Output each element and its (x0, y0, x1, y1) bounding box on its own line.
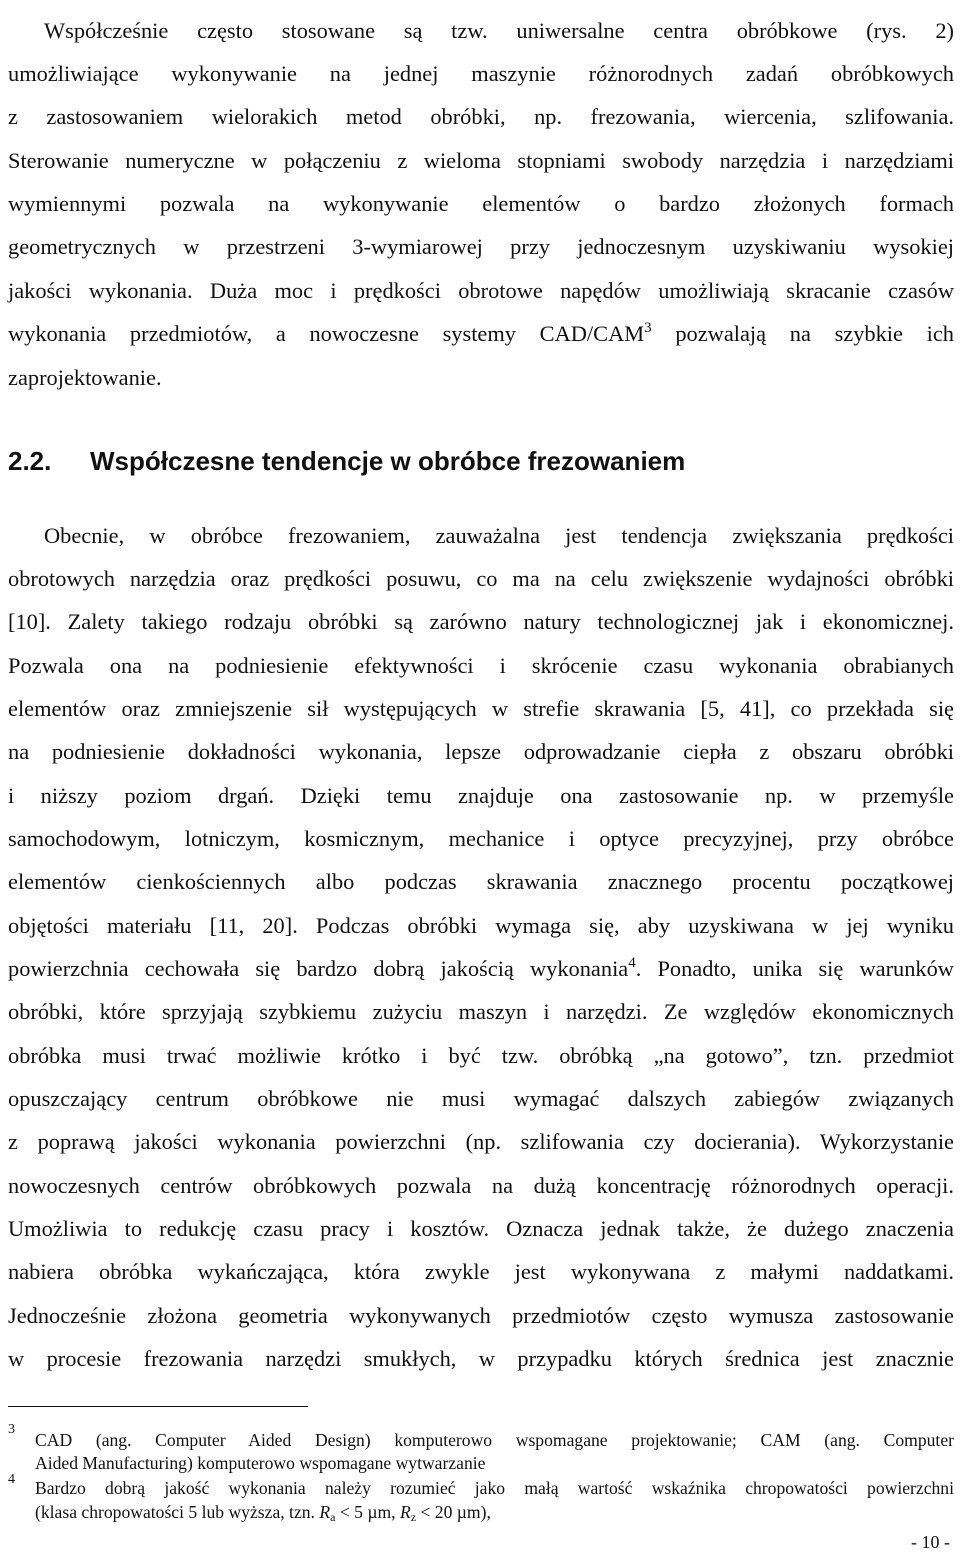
text-line: Jednocześnie złożona geometria wykonywanych przedmiotów często wymusza zastosowanie (8, 1303, 954, 1328)
text-line: opuszczający centrum obróbkowe nie musi wymagać dalszych zabiegów związanych (8, 1086, 954, 1111)
text-line: Współcześnie często stosowane są tzw. uniwersalne centra obróbkowe (rys. 2) (44, 18, 954, 43)
text-span: . Ponadto, unika się warunków (635, 956, 954, 981)
footnote-divider (8, 1406, 308, 1407)
text-line: Pozwala ona na podniesienie efektywności i skrócenie czasu wykonania obrabianych (8, 653, 954, 678)
text-line: na podniesienie dokładności wykonania, lepsze odprowadzanie ciepła z obszaru obróbki (8, 739, 954, 764)
text-line: nowoczesnych centrów obróbkowych pozwala na dużą koncentrację różnorodnych operacji. (8, 1173, 954, 1198)
text-span: wykonania przedmiotów, a nowoczesne systemy CAD/CAM (8, 321, 645, 346)
section-heading (8, 443, 685, 479)
ra-subscript: a (330, 1510, 336, 1524)
text-line: objętości materiału [11, 20]. Podczas obróbki wymaga się, aby uzyskiwana w jej wyniku (8, 913, 954, 938)
text-span: pozwalają na szybkie ich (651, 321, 954, 346)
text-line: elementów oraz zmniejszenie sił występujących w strefie skrawania [5, 41], co przekłada się (8, 696, 954, 721)
text-line: w procesie frezowania narzędzi smukłych, w przypadku których średnica jest znacznie (8, 1346, 954, 1371)
text-span: < 20 µm), (416, 1502, 491, 1522)
text-line: obróbka musi trwać możliwie krótko i być tzw. obróbką „na gotowo”, tzn. przedmiot (8, 1043, 954, 1068)
text-span: (klasa chropowatości 5 lub wyższa, tzn. (35, 1502, 320, 1522)
text-line: i niższy poziom drgań. Dzięki temu znajduje ona zastosowanie np. w przemyśle (8, 783, 954, 808)
text-line: elementów cienkościennych albo podczas skrawania znacznego procentu początkowej (8, 869, 954, 894)
text-line (8, 953, 954, 985)
text-line: wymiennymi pozwala na wykonywanie elementów o bardzo złożonych formach (8, 191, 954, 216)
text-line: z zastosowaniem wielorakich metod obróbki, np. frezowania, wiercenia, szlifowania. (8, 104, 954, 129)
text-line: zaprojektowanie. (8, 365, 162, 390)
text-line: obróbki, które sprzyjają szybkiemu zużyciu maszyn i narzędzi. Ze względów ekonomicznych (8, 999, 954, 1024)
text-line (8, 318, 954, 350)
text-line: nabiera obróbka wykańczająca, która zwykle jest wykonywana z małymi naddatkami. (8, 1259, 954, 1284)
page-number: - 10 - (911, 1532, 950, 1552)
text-line: Sterowanie numeryczne w połączeniu z wieloma stopniami swobody narzędzia i narzędziami (8, 148, 954, 173)
text-line: umożliwiające wykonywanie na jednej maszynie różnorodnych zadań obróbkowych (8, 61, 954, 86)
text-line: jakości wykonania. Duża moc i prędkości obrotowe napędów umożliwiają skracanie czasów (8, 278, 954, 303)
footnote-line (35, 1500, 954, 1524)
rz-subscript: z (410, 1510, 417, 1524)
footnote-mark: 4 (8, 1472, 15, 1487)
section-title: Współczesne tendencje w obróbce frezowaniem (90, 446, 686, 476)
text-line: Umożliwia to redukcję czasu pracy i kosztów. Oznacza jednak także, że dużego znaczenia (8, 1216, 954, 1241)
text-span: powierzchnia cechowała się bardzo dobrą jakością wykonania (8, 956, 629, 981)
ra-symbol: R (319, 1502, 331, 1522)
footnote-line: CAD (ang. Computer Aided Design) komputerowo wspomagane projektowanie; CAM (ang. Computer (35, 1430, 954, 1450)
text-line: geometrycznych w przestrzeni 3-wymiarowej przy jednoczesnym uzyskiwaniu wysokiej (8, 234, 954, 259)
text-line: samochodowym, lotniczym, kosmicznym, mechanice i optyce precyzyjnej, przy obróbce (8, 826, 954, 851)
text-line: Obecnie, w obróbce frezowaniem, zauważalna jest tendencja zwiększania prędkości (44, 523, 954, 548)
text-line: z poprawą jakości wykonania powierzchni (np. szlifowania czy docierania). Wykorzystanie (8, 1129, 954, 1154)
section-number: 2.2. (8, 446, 52, 476)
footnote-line: Aided Manufacturing) komputerowo wspomagane wytwarzanie (35, 1453, 486, 1473)
text-span: < 5 µm, (335, 1502, 400, 1522)
text-line: obrotowych narzędzia oraz prędkości posuwu, co ma na celu zwiększenie wydajności obróbki (8, 566, 954, 591)
text-line: [10]. Zalety takiego rodzaju obróbki są zarówno natury technologicznej jak i ekonomicznej. (8, 609, 954, 634)
footnote-line: Bardzo dobrą jakość wykonania należy rozumieć jako małą wartość wskaźnika chropowatości powierzchni (35, 1478, 954, 1498)
footnote-ref-4[interactable]: 4 (628, 955, 636, 971)
footnote-mark: 3 (8, 1422, 15, 1437)
rz-symbol: R (399, 1502, 411, 1522)
footnote-ref-3[interactable]: 3 (644, 320, 652, 336)
